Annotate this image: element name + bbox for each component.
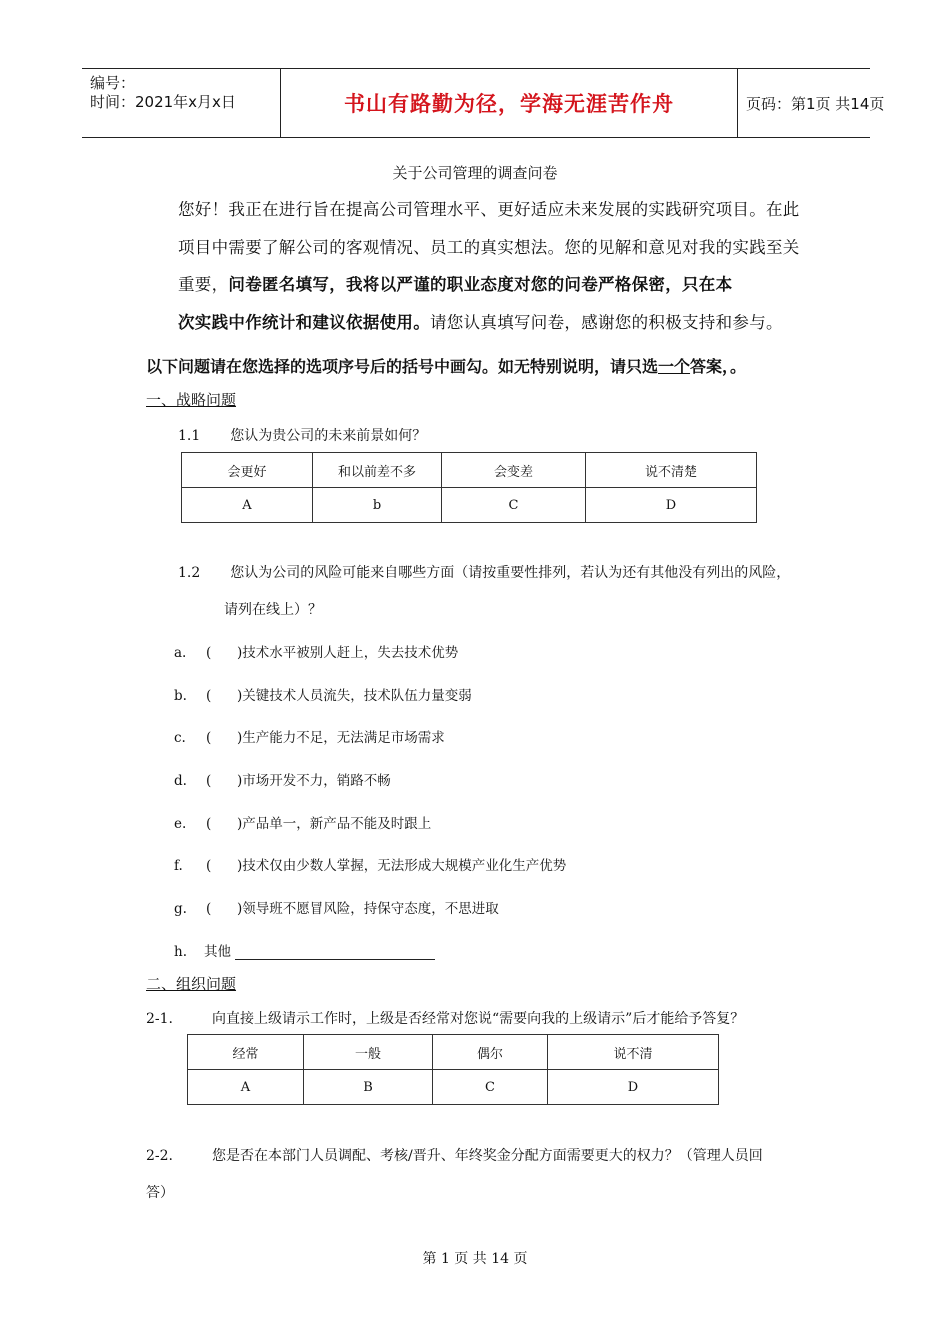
option-letter: g. [174, 901, 187, 917]
option-text: 领导班不愿冒风险，持保守态度，不思进取 [242, 901, 499, 917]
question-text: 向直接上级请示工作时，上级是否经常对您说“需要向我的上级请示”后才能给予答复？ [212, 1011, 745, 1027]
table-cell[interactable]: C [442, 488, 586, 523]
instruction [146, 354, 746, 377]
option-e [174, 812, 431, 832]
option-text: 其他 [204, 944, 231, 960]
intro-line-4-bold: 次实践中作统计和建议依据使用。 [178, 313, 430, 332]
header-meta [82, 69, 280, 137]
question-number: 2-1. [146, 1011, 173, 1027]
option-paren[interactable]: ( ) [206, 901, 243, 917]
option-f [174, 854, 566, 874]
table-header-cell: 会更好 [182, 453, 313, 488]
option-letter: h. [174, 944, 187, 960]
table-header-cell: 偶尔 [433, 1035, 548, 1070]
question-number: 1.1 [178, 428, 201, 444]
page-footer: 第 1 页 共 14 页 [422, 1251, 528, 1267]
section-2-heading: 二、组织问题 [146, 975, 237, 993]
document-header [82, 68, 885, 138]
answer-table-1-1 [181, 452, 757, 523]
option-text: 产品单一，新产品不能及时跟上 [242, 816, 432, 832]
question-number: 1.2 [178, 565, 201, 581]
option-text: 关键技术人员流失，技术队伍力量变弱 [242, 688, 472, 704]
intro-line-3 [178, 271, 732, 295]
intro-line-4 [178, 309, 783, 333]
option-letter: c. [174, 730, 186, 746]
table-row [182, 488, 757, 523]
table-cell[interactable]: D [586, 488, 757, 523]
question-1-2-line-2: 请列在线上）？ [224, 602, 322, 618]
page-title: 关于公司管理的调查问卷 [392, 164, 558, 182]
option-paren[interactable]: ( ) [206, 688, 243, 704]
intro-line-3-bold: 问卷匿名填写，我将以严谨的职业态度对您的问卷严格保密，只在本 [228, 275, 733, 294]
motto-banner: 书山有路勤为径，学海无涯苦作舟 [280, 69, 738, 137]
table-header-cell: 一般 [304, 1035, 433, 1070]
table-header-cell: 经常 [188, 1035, 304, 1070]
table-header-cell: 说不清 [548, 1035, 719, 1070]
table-header-cell: 说不清楚 [586, 453, 757, 488]
question-1-2 [178, 562, 790, 582]
table-cell[interactable]: A [182, 488, 313, 523]
option-letter: d. [174, 773, 187, 789]
instruction-after: 答案，。 [690, 357, 747, 376]
option-paren[interactable]: ( ) [206, 858, 243, 874]
option-a [174, 641, 458, 661]
question-text: 您是否在本部门人员调配、考核/晋升、年终奖金分配方面需要更大的权力？（管理人员回 [212, 1148, 763, 1164]
option-letter: f. [174, 858, 183, 874]
intro-line-4-plain: 请您认真填写问卷，感谢您的积极支持和参与。 [430, 313, 783, 332]
table-row [182, 453, 757, 488]
option-paren[interactable]: ( ) [206, 773, 243, 789]
question-2-2-line-2: 答） [146, 1185, 174, 1201]
option-text: 技术仅由少数人掌握，无法形成大规模产业化生产优势 [242, 858, 567, 874]
option-d [174, 769, 391, 789]
option-text: 生产能力不足，无法满足市场需求 [242, 730, 445, 746]
question-2-1 [146, 1008, 744, 1028]
option-letter: b. [174, 688, 187, 704]
answer-table-2-1 [187, 1034, 719, 1105]
question-number: 2-2. [146, 1148, 173, 1164]
option-paren[interactable]: ( ) [206, 816, 243, 832]
option-c [174, 726, 445, 746]
question-2-2 [146, 1145, 763, 1165]
option-text: 技术水平被别人赶上，失去技术优势 [242, 645, 459, 661]
time-label: 时间：2021年x月x日 [90, 93, 236, 111]
table-row [188, 1035, 719, 1070]
instruction-underlined: 一个 [658, 357, 691, 376]
table-header-cell: 和以前差不多 [313, 453, 442, 488]
table-cell[interactable]: b [313, 488, 442, 523]
table-cell[interactable]: A [188, 1070, 304, 1105]
option-letter: a. [174, 645, 187, 661]
table-header-cell: 会变差 [442, 453, 586, 488]
intro-line-1: 您好！我正在进行旨在提高公司管理水平、更好适应未来发展的实践研究项目。在此 [178, 200, 800, 219]
other-fill-line[interactable] [235, 945, 435, 960]
intro-line-3-plain: 重要， [178, 275, 229, 294]
option-letter: e. [174, 816, 187, 832]
table-row [188, 1070, 719, 1105]
instruction-before: 以下问题请在您选择的选项序号后的括号中画勾。如无特别说明，请只选 [146, 357, 659, 376]
table-cell[interactable]: C [433, 1070, 548, 1105]
option-text: 市场开发不力，销路不畅 [242, 773, 391, 789]
option-b [174, 684, 472, 704]
section-1-heading: 一、战略问题 [146, 391, 237, 409]
option-g [174, 897, 499, 917]
intro-line-2: 项目中需要了解公司的客观情况、员工的真实想法。您的见解和意见对我的实践至关 [178, 238, 800, 257]
table-cell[interactable]: D [548, 1070, 719, 1105]
option-h-other [174, 940, 435, 960]
page-counter: 页码：第1页 共14页 [746, 94, 885, 113]
question-1-1 [178, 425, 426, 445]
number-label: 编号： [90, 74, 136, 92]
option-paren[interactable]: ( ) [206, 645, 243, 661]
table-cell[interactable]: B [304, 1070, 433, 1105]
option-paren[interactable]: ( ) [206, 730, 243, 746]
question-text: 您认为公司的风险可能来自哪些方面（请按重要性排列，若认为还有其他没有列出的风险， [230, 565, 791, 581]
question-text: 您认为贵公司的未来前景如何？ [230, 428, 427, 444]
